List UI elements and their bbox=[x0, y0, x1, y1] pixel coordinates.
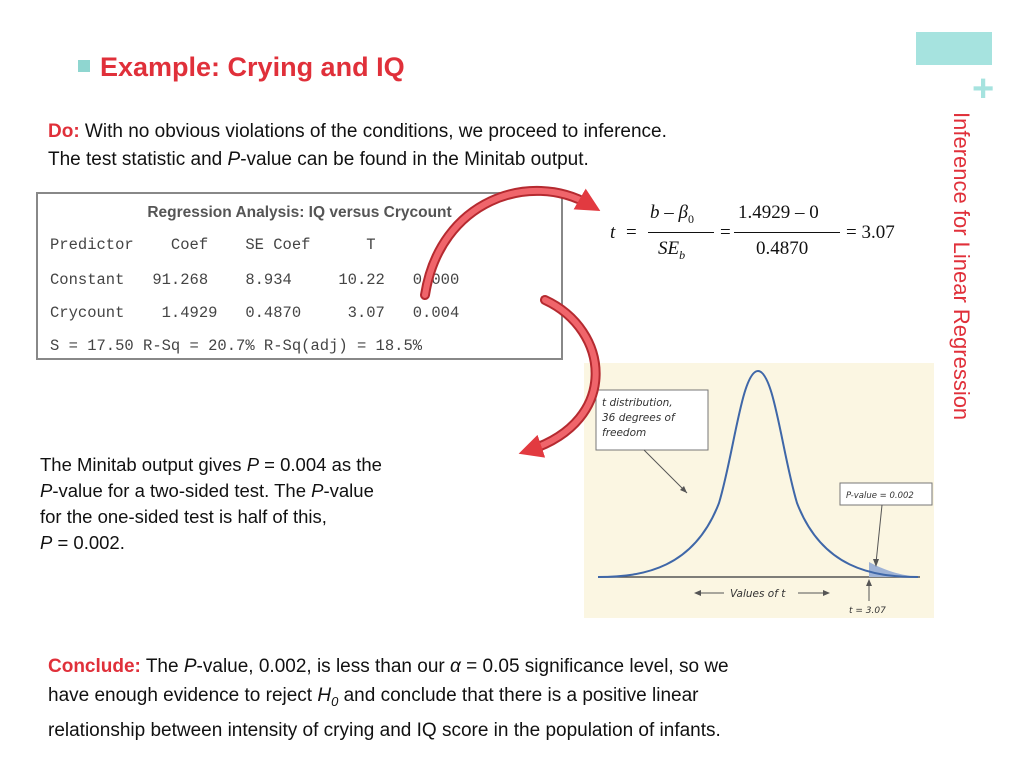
do-line2-p: P bbox=[227, 149, 241, 170]
axis-label: Values of t bbox=[730, 588, 786, 600]
slide-title bbox=[78, 52, 405, 83]
conclude-label: Conclude: bbox=[48, 656, 141, 677]
title-bullet-icon bbox=[78, 60, 90, 72]
section-title-vertical bbox=[948, 112, 988, 512]
conclude-paragraph: Conclude: The P-value, 0.002, is less than our α = 0.05 significance level, so we have enough evidence to reject $H_0$ and conclude that there is a positive linear relationship between intensity of crying and IQ score in the population of infants. bbox=[48, 656, 729, 741]
t-distribution-label-line3: freedom bbox=[602, 427, 647, 439]
regression-constant-row: Constant 91.268 8.934 10.22 0.000 bbox=[50, 271, 460, 289]
t-distribution-figure bbox=[584, 363, 934, 618]
regression-header-row: Predictor Coef SE Coef T P bbox=[50, 236, 450, 254]
axis-left-arrow-head bbox=[694, 590, 701, 596]
t-distribution-label-line2: 36 degrees of bbox=[602, 412, 675, 424]
t-distribution-svg bbox=[584, 363, 934, 618]
regression-title: Regression Analysis: IQ versus Crycount bbox=[147, 204, 452, 221]
formula-denominator-1: $SE_b$ bbox=[658, 238, 686, 262]
formula-denominator-2: 0.4870 bbox=[756, 238, 809, 259]
t-distribution-label-line1: t distribution, bbox=[602, 397, 673, 409]
do-line1: With no obvious violations of the conditions, we proceed to inference. bbox=[79, 121, 667, 142]
p-value-label: P-value = 0.002 bbox=[846, 491, 914, 501]
formula-numerator-1: b – $\beta_0$ bbox=[650, 202, 694, 226]
do-paragraph bbox=[48, 118, 908, 174]
formula-fraction-line-2 bbox=[734, 232, 840, 233]
t-marker-pointer-head bbox=[866, 579, 872, 586]
regression-summary-row: S = 17.50 R-Sq = 20.7% R-Sq(adj) = 18.5% bbox=[50, 337, 423, 355]
t-distribution-pointer bbox=[644, 450, 687, 493]
do-line2-a: The test statistic and bbox=[48, 149, 228, 170]
t-marker-label: t = 3.07 bbox=[849, 606, 886, 616]
formula-t: t bbox=[610, 222, 616, 243]
regression-output-box bbox=[36, 192, 563, 360]
formula-result: = 3.07 bbox=[846, 222, 895, 243]
corner-teal-block bbox=[916, 32, 992, 65]
regression-crycount-row: Crycount 1.4929 0.4870 3.07 0.004 bbox=[50, 304, 460, 322]
plus-icon: + bbox=[972, 68, 995, 110]
formula-equals-2: = bbox=[720, 222, 731, 243]
do-label: Do: bbox=[48, 121, 80, 142]
axis-right-arrow-head bbox=[823, 590, 830, 596]
formula-numerator-2: 1.4929 – 0 bbox=[738, 202, 819, 223]
section-title-text: Inference for Linear Regression bbox=[949, 112, 974, 421]
formula-equals-1: = bbox=[626, 222, 637, 243]
slide-title-text: Example: Crying and IQ bbox=[100, 52, 405, 82]
formula-fraction-line-1 bbox=[648, 232, 714, 233]
p-value-pointer bbox=[876, 505, 882, 563]
do-line2-b: -value can be found in the Minitab output. bbox=[240, 149, 589, 170]
t-statistic-formula bbox=[608, 194, 918, 270]
minitab-paragraph: The Minitab output gives P = 0.004 as the P-value for a two-sided test. The P-value for the one-sided test is half of this, P = 0.002. bbox=[40, 454, 382, 553]
